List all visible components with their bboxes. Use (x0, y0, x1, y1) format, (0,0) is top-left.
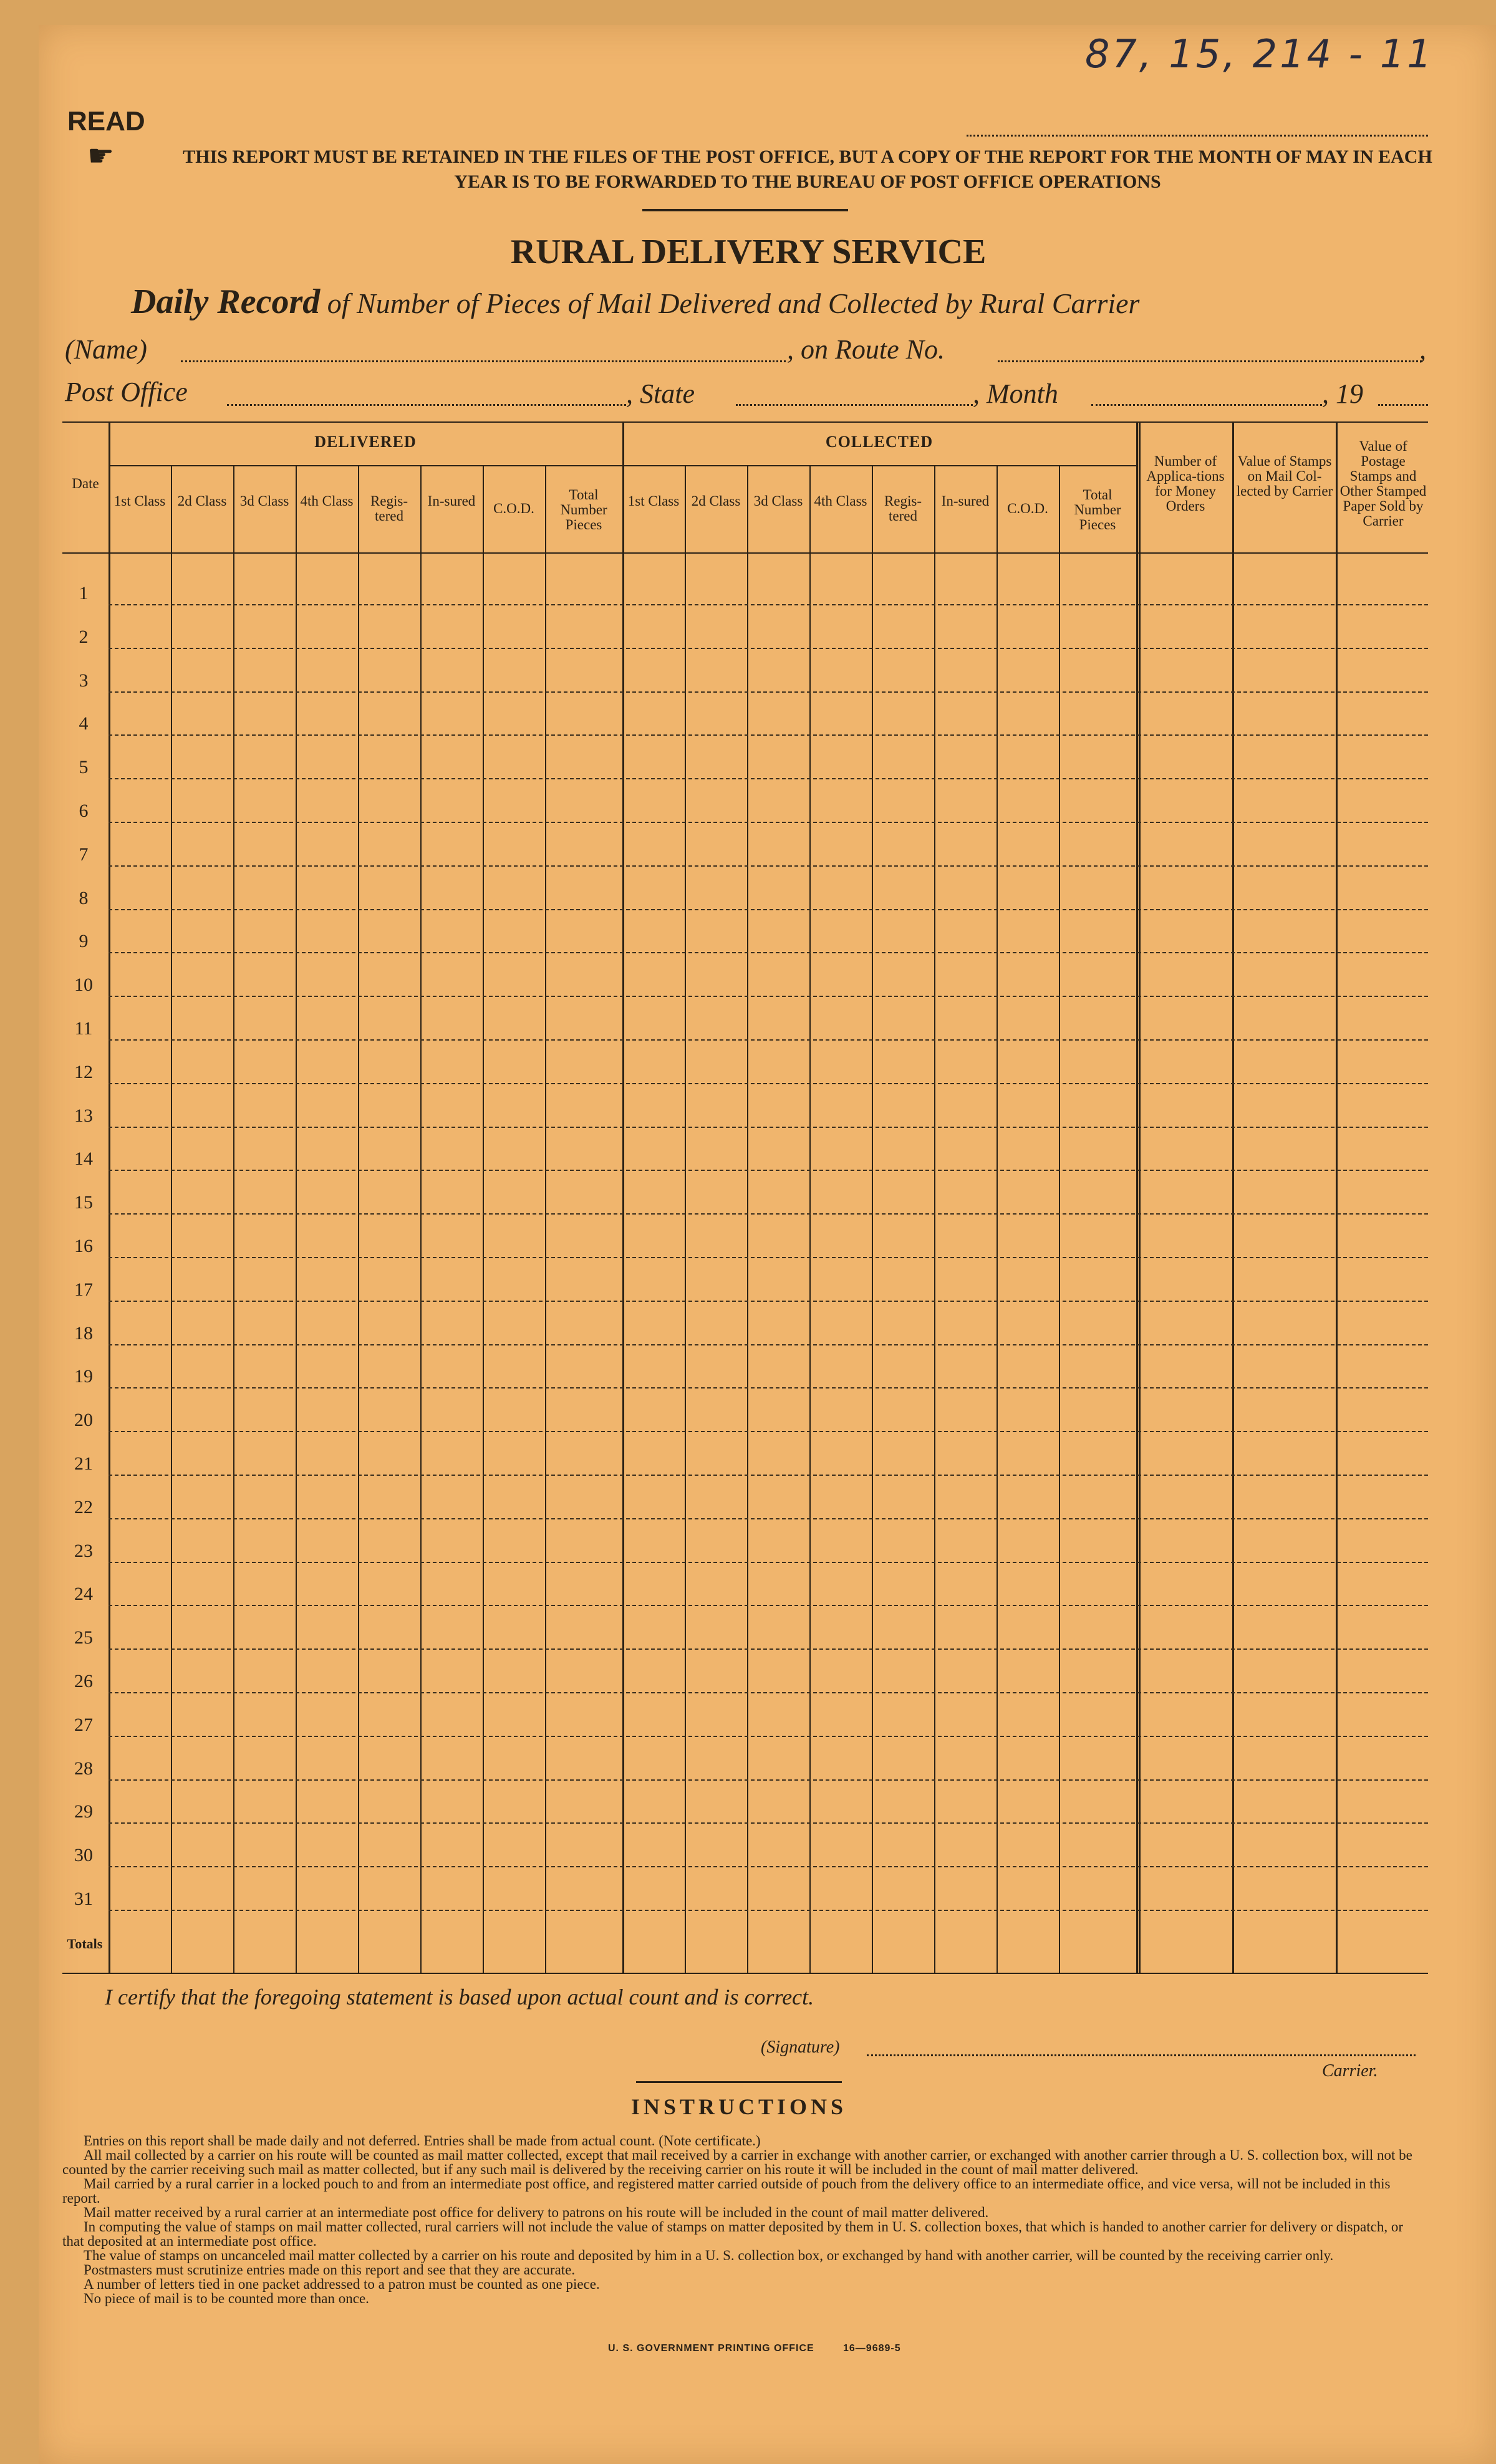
printer-credit: U. S. GOVERNMENT PRINTING OFFICE (608, 2343, 814, 2354)
table-row[interactable] (109, 1127, 1428, 1128)
signature-field[interactable] (867, 2054, 1416, 2056)
totals-label: Totals (67, 1935, 103, 1951)
table-row[interactable] (109, 1779, 1428, 1781)
delivered-col-3d-class: 3d Class (239, 493, 289, 509)
date-header: Date (72, 476, 99, 491)
table-row[interactable] (109, 1605, 1428, 1606)
handwritten-number: 87, 15, 214 - 11 (1085, 31, 1434, 77)
column-divider (1232, 421, 1234, 1974)
collected-col-total: Total Number Pieces (1074, 487, 1121, 532)
table-row[interactable] (109, 734, 1428, 736)
table-row[interactable] (109, 1344, 1428, 1345)
certification-text: I certify that the foregoing statement is based upon actual count and is correct. (105, 1985, 814, 2009)
table-row[interactable] (109, 1083, 1428, 1084)
stamps-collected-col: Value of Stamps on Mail Col-lected by Carrier (1236, 453, 1333, 499)
collected-col-insured: In-sured (941, 493, 990, 509)
stamps-sold-col: Value of Postage Stamps and Other Stamped Paper Sold by Carrier (1339, 438, 1427, 529)
table-row[interactable] (109, 1692, 1428, 1693)
column-divider (1336, 421, 1338, 1974)
instruction-item: A number of letters tied in one packet addressed to a patron must be counted as one piece. (84, 2276, 600, 2292)
route-label: , on Route No. (787, 334, 945, 365)
column-divider (1136, 421, 1138, 1974)
row-date-label: 2 (79, 626, 89, 647)
subtitle-rest: of Number of Pieces of Mail Delivered and Collected by Rural Carrier (320, 287, 1140, 319)
collected-col-4th-class: 4th Class (814, 493, 867, 509)
table-row[interactable] (109, 1039, 1428, 1041)
state-label: , State (626, 378, 695, 409)
row-date-label: 28 (74, 1758, 93, 1779)
table-row[interactable] (109, 648, 1428, 649)
notice-text: THIS REPORT MUST BE RETAINED IN THE FILES OF THE POST OFFICE, BUT A COPY OF THE REPORT FOR THE MONTH OF MAY IN EACH YEAR IS TO BE FORWARDED TO THE BUREAU OF POST OFFICE OPERATIONS (183, 147, 1432, 192)
table-row[interactable] (109, 1866, 1428, 1867)
instruction-item: The value of stamps on uncanceled mail matter collected by a carrier on his route and deposited by him in a U. S. collection box, or exchanged by hand with another carrier, will be counted by the receiving carrier only. (84, 2248, 1334, 2263)
instruction-item: Mail carried by a rural carrier in a locked pouch to and from an intermediate post office, and registered matter carried outside of pouch from the delivery office to an intermediate office, and vice versa, will not be included in this report. (62, 2176, 1391, 2206)
instructions-body (62, 2134, 1417, 2306)
row-date-label: 16 (74, 1236, 93, 1256)
row-date-label: 27 (74, 1714, 93, 1735)
collected-col-registered: Regis-tered (884, 493, 922, 524)
table-row[interactable] (109, 909, 1428, 910)
row-date-label: 11 (74, 1018, 93, 1039)
table-row[interactable] (109, 1257, 1428, 1258)
name-label: (Name) (65, 334, 147, 365)
form-code: 16—9689-5 (843, 2343, 901, 2354)
notice-rule (642, 209, 848, 211)
row-divider (62, 421, 1428, 423)
delivered-col-2d-class: 2d Class (177, 493, 227, 509)
table-row[interactable] (109, 1822, 1428, 1824)
table-row[interactable] (109, 996, 1428, 997)
table-row[interactable] (109, 778, 1428, 779)
row-date-label: 31 (74, 1889, 93, 1909)
delivered-col-4th-class: 4th Class (300, 493, 354, 509)
instruction-item: Mail matter received by a rural carrier at an intermediate post office for delivery to patrons on his route will be included in the count of mail matter delivered. (84, 2205, 989, 2220)
instructions-title: INSTRUCTIONS (630, 2094, 847, 2119)
collected-header: COLLECTED (825, 433, 934, 451)
year-field[interactable] (1378, 404, 1428, 406)
table-row[interactable] (109, 1562, 1428, 1563)
row-date-label: 29 (74, 1801, 93, 1822)
post-office-label: Post Office (65, 377, 188, 407)
row-divider (109, 465, 1136, 466)
money-orders-col: Number of Applica-tions for Money Orders (1146, 453, 1225, 514)
year-label: , 19 (1322, 378, 1363, 409)
row-date-label: 18 (74, 1322, 93, 1344)
table-row[interactable] (109, 604, 1428, 605)
post-office-field[interactable] (227, 404, 626, 406)
row-date-label: 6 (79, 801, 89, 821)
delivered-col-1st-class: 1st Class (113, 493, 166, 509)
route-comma: , (1419, 334, 1426, 365)
delivered-col-total: Total Number Pieces (560, 487, 607, 532)
collected-col-2d-class: 2d Class (691, 493, 741, 509)
column-divider (109, 421, 110, 1974)
table-row[interactable] (109, 952, 1428, 953)
daily-record-table (62, 421, 1428, 1974)
row-date-label: 9 (79, 931, 89, 952)
form-subtitle (131, 282, 1139, 322)
collected-col-cod: C.O.D. (1007, 501, 1048, 516)
subtitle-bold: Daily Record (131, 282, 321, 321)
row-divider (62, 552, 1428, 554)
delivered-col-registered: Regis-tered (370, 493, 408, 524)
notice-dotted-line (967, 135, 1428, 137)
collected-col-1st-class: 1st Class (627, 493, 680, 509)
row-date-label: 26 (74, 1671, 93, 1692)
table-row[interactable] (109, 865, 1428, 867)
row-date-label: 12 (74, 1061, 93, 1082)
table-row[interactable] (109, 1910, 1428, 1911)
row-date-label: 21 (74, 1453, 93, 1474)
table-row[interactable] (109, 1475, 1428, 1476)
table-row[interactable] (109, 1431, 1428, 1432)
table-row[interactable] (109, 1518, 1428, 1519)
row-divider (62, 1973, 1428, 1974)
row-date-label: 23 (74, 1540, 93, 1561)
row-date-label: 15 (74, 1192, 93, 1213)
table-row[interactable] (109, 822, 1428, 823)
instruction-item: Postmasters must scrutinize entries made on this report and see that they are accurate. (84, 2262, 576, 2278)
instruction-item: In computing the value of stamps on mail matter collected, rural carriers will not include the value of stamps on matter deposited by them in U. S. collection boxes, that which is handed to another carrier for delivery or dispatch, or that deposited at an intermediate post office. (62, 2219, 1404, 2249)
row-date-label: 3 (79, 670, 89, 691)
delivered-col-insured: In-sured (427, 493, 476, 509)
row-date-label: 19 (74, 1366, 93, 1387)
instruction-item: No piece of mail is to be counted more than once. (84, 2291, 369, 2306)
state-field[interactable] (736, 404, 973, 406)
row-date-label: 10 (74, 975, 93, 996)
column-divider (1139, 421, 1141, 1974)
row-date-label: 17 (74, 1279, 93, 1300)
table-row[interactable] (109, 1387, 1428, 1388)
table-row[interactable] (109, 1648, 1428, 1650)
instruction-item: All mail collected by a carrier on his route will be counted as mail matter collected, except that mail received by a carrier in exchange with another carrier, or exchanged with another carrier through a U. S. collection box, will not be counted by the carrier receiving such mail as matter collected, but if any such mail is delivered by the receiving carrier on his route it will be included in the count of mail matter delivered. (62, 2147, 1412, 2177)
name-field[interactable] (181, 360, 786, 362)
row-date-label: 8 (79, 887, 89, 908)
month-label: , Month (973, 378, 1058, 409)
form-title: RURAL DELIVERY SERVICE (510, 233, 987, 271)
row-date-label: 22 (74, 1496, 93, 1518)
pointing-hand-icon: ☛ (87, 138, 115, 173)
row-date-label: 7 (79, 844, 89, 865)
table-row[interactable] (109, 1213, 1428, 1215)
row-date-label: 24 (74, 1584, 93, 1605)
row-date-label: 14 (74, 1148, 93, 1170)
row-date-label: 1 (79, 583, 89, 604)
signature-label: (Signature) (761, 2038, 840, 2057)
route-field[interactable] (998, 360, 1422, 362)
row-date-label: 25 (74, 1627, 93, 1648)
table-row[interactable] (109, 691, 1428, 693)
table-row[interactable] (109, 1170, 1428, 1171)
table-row[interactable] (109, 1301, 1428, 1302)
month-field[interactable] (1091, 404, 1322, 406)
row-date-label: 20 (74, 1410, 93, 1431)
row-date-label: 4 (79, 713, 89, 734)
column-divider (622, 421, 624, 1974)
table-row[interactable] (109, 1736, 1428, 1737)
instructions-rule (636, 2081, 842, 2083)
instruction-item: Entries on this report shall be made daily and not deferred. Entries shall be made from actual count. (Note certificate.) (84, 2133, 761, 2149)
carrier-label: Carrier. (1322, 2061, 1378, 2081)
delivered-header: DELIVERED (314, 433, 417, 451)
row-date-label: 30 (74, 1845, 93, 1866)
read-label: READ (67, 106, 145, 137)
row-date-label: 13 (74, 1105, 93, 1126)
delivered-col-cod: C.O.D. (493, 501, 534, 516)
row-date-label: 5 (79, 757, 89, 778)
collected-col-3d-class: 3d Class (753, 493, 803, 509)
